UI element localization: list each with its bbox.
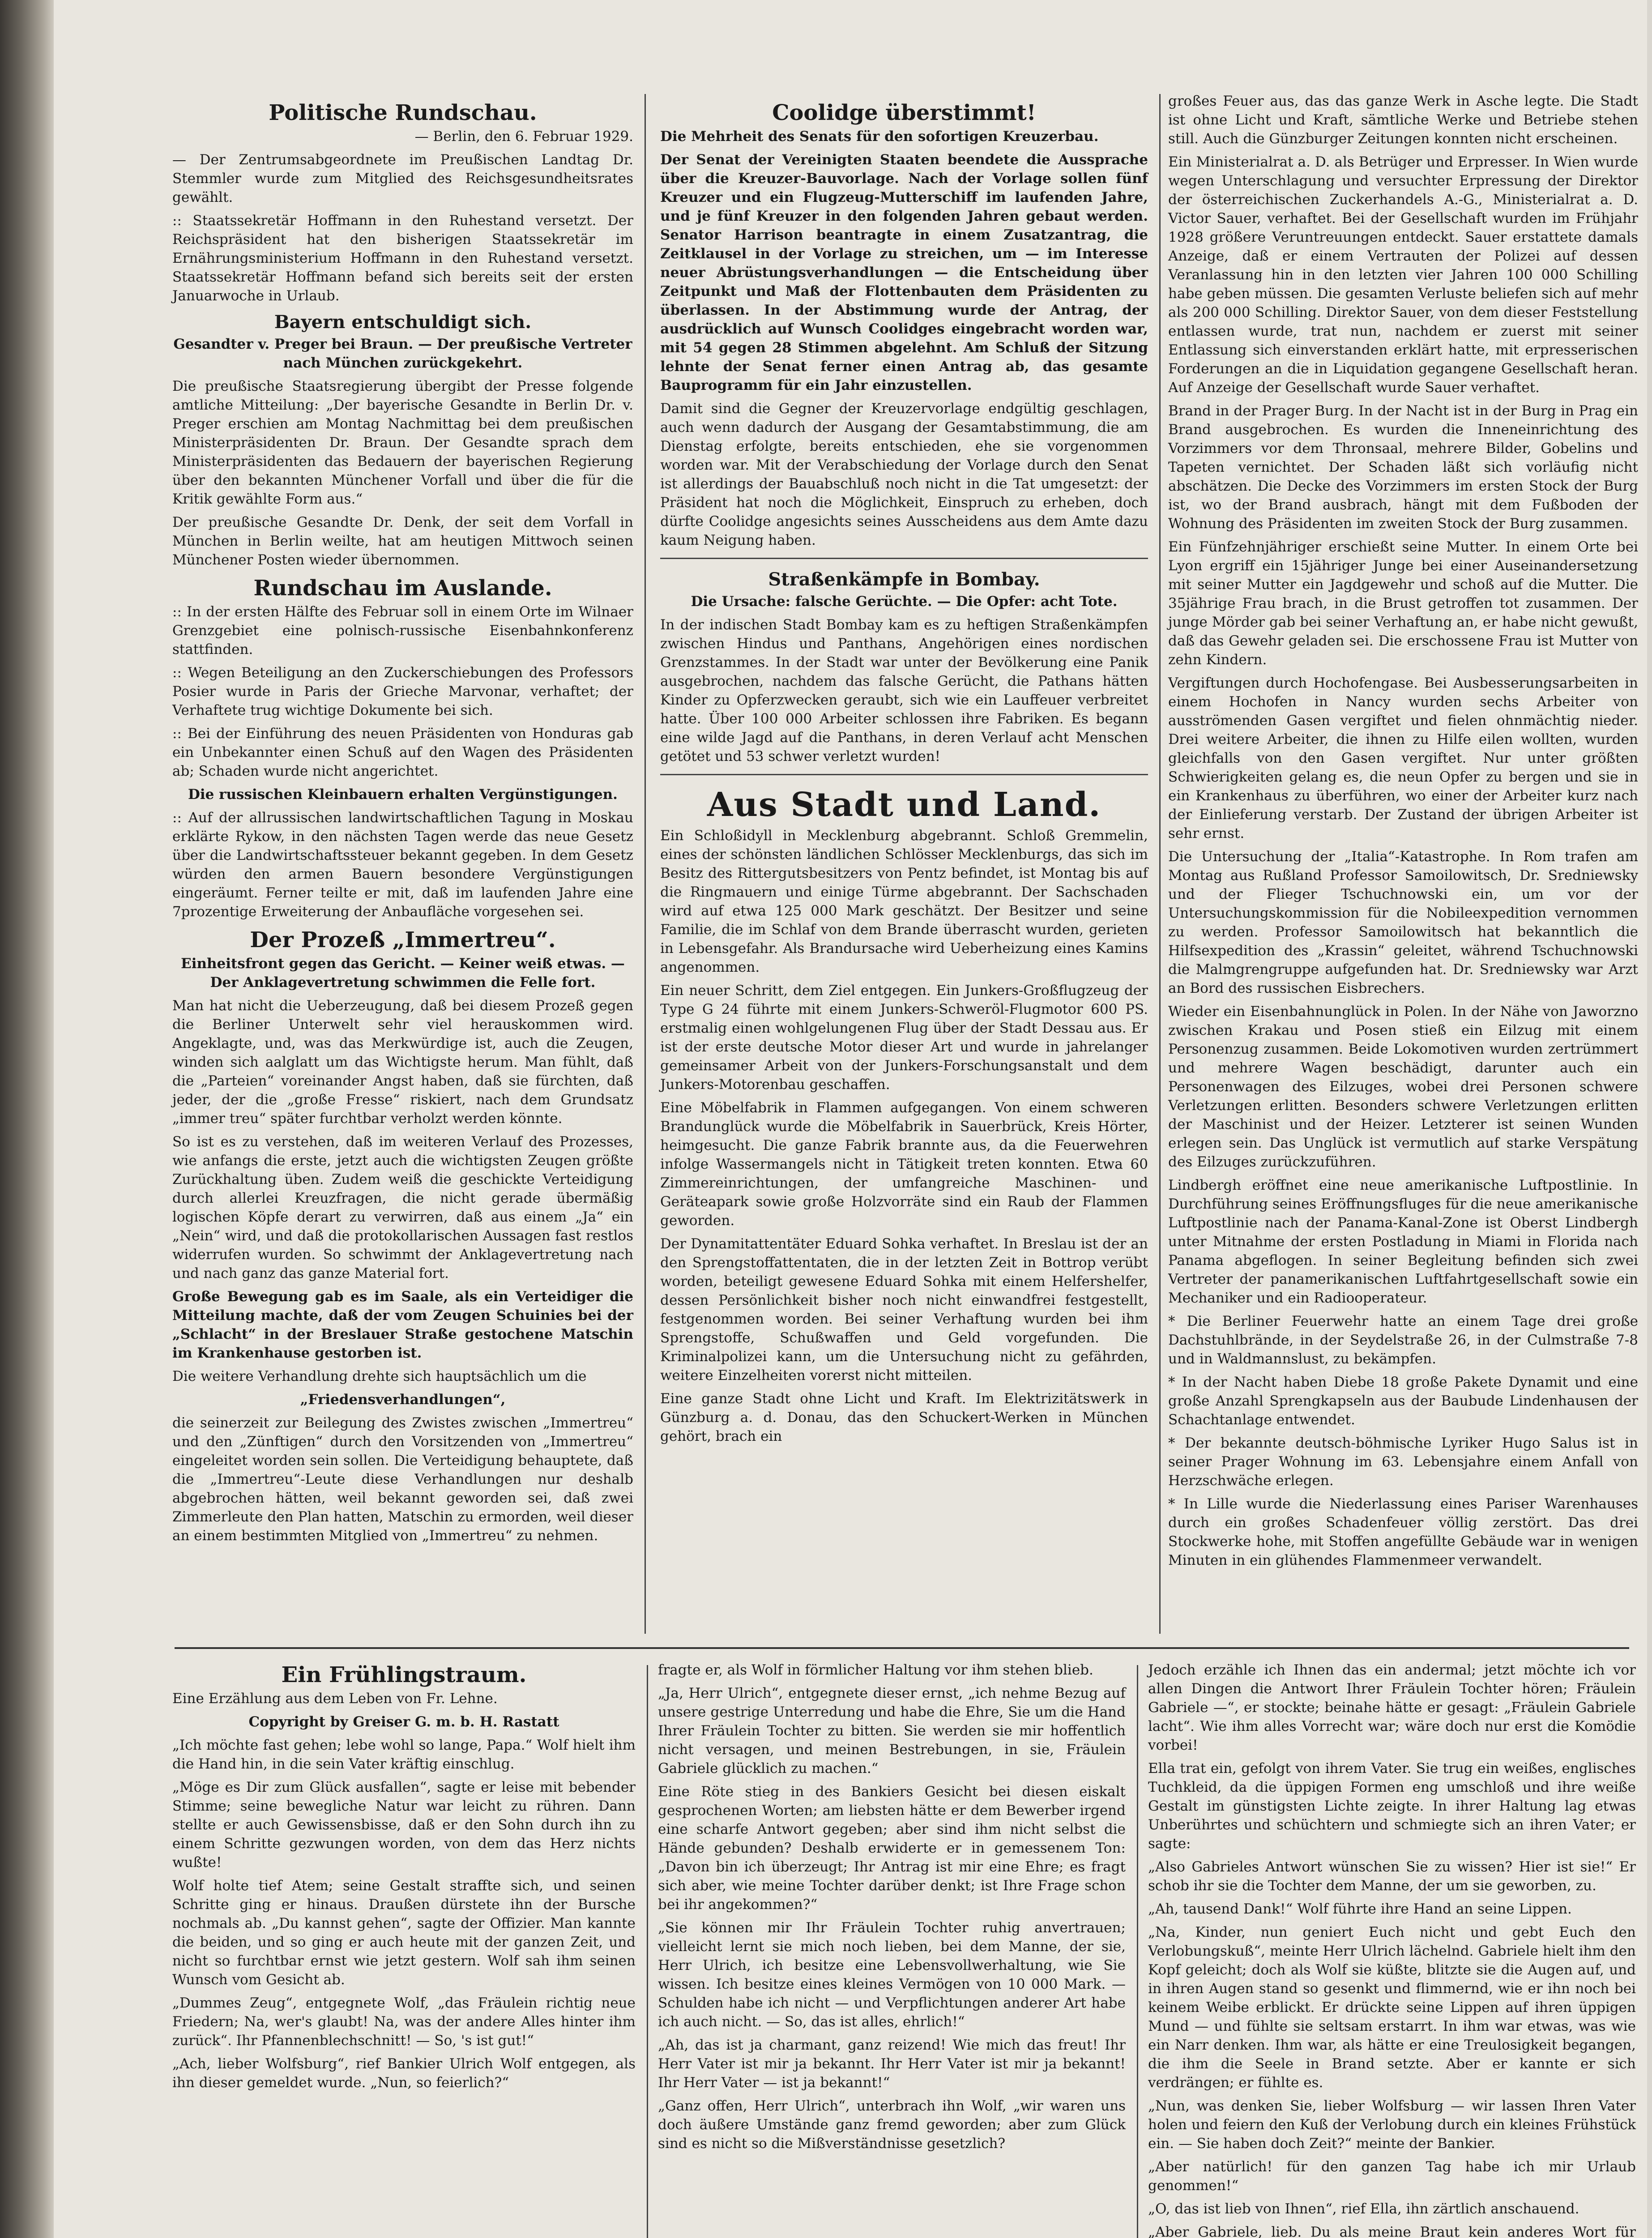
serial-paragraph: Ella trat ein, gefolgt von ihrem Vater. Sie trug ein weißes, englisches Tuchkleid, da die üppigen Formen eng umschloß und ihre weiße Gestalt im günstigsten Lichte zeigte. In ihrer Haltung lag etwas Unberührtes und schüchtern und schmiegte sich an ihren Vater; er sagte: bbox=[1148, 1760, 1636, 1852]
article-paragraph: großes Feuer aus, das das ganze Werk in Asche legte. Die Stadt ist ohne Licht und Kraft, sämtliche Werke und Betriebe stehen still. Auch die Günzburger Zeitungen konnten nicht erscheinen. bbox=[1168, 93, 1638, 147]
article-paragraph: :: Staatssekretär Hoffmann in den Ruhestand versetzt. Der Reichspräsident hat den bisherigen Staatssekretär im Ernährungsministerium Hoffmann in den Ruhestand versetzt. Staatssekretär Hoffmann befand sich bereits seit der ersten Januarwoche in Urlaub. bbox=[172, 213, 633, 304]
article-paragraph: Der Dynamitattentäter Eduard Sohka verhaftet. In Breslau ist der an den Sprengstoffattentaten, die in der letzten Zeit in Bottrop verübt worden, beteiligt gewesene Eduard Sohka mit einem Helfershelfer, dessen Persönlichkeit bisher noch nicht einwandfrei festgestellt, festgenommen worden. Bei seiner Verhaftung wurden bei ihm Sprengstoffe, Schußwaffen und Geld vorgefunden. Die Kriminalpolizei kann, um die Untersuchung nicht zu gefährden, weitere Einzelheiten vorerst nicht mitteilen. bbox=[660, 1236, 1148, 1384]
column-local-cont bbox=[1168, 92, 1638, 1574]
serial-subtitle: Eine Erzählung aus dem Leben von Fr. Lehne. bbox=[172, 1691, 498, 1707]
serial-paragraph: fragte er, als Wolf in förmlicher Haltung vor ihm stehen blieb. bbox=[658, 1662, 1093, 1678]
article-paragraph: Die Untersuchung der „Italia“-Katastrophe. In Rom trafen am Montag aus Rußland Professor Samoilowitsch, Dr. Sredniewsky und der Flieger Tschuchnowski ein, um vor der Untersuchungskommission für die Nobileexpedition vernommen zu werden. Professor Samoilowitsch hat bekanntlich die Hilfsexpedition des „Krassin“ geleitet, während Tschuchnowski die Malmgrengruppe aufgefunden hat. Dr. Sredniewsky war Arzt an Bord des russischen Eisbrechers. bbox=[1168, 849, 1638, 996]
article-paragraph: Der Senat der Vereinigten Staaten beendete die Aussprache über die Kreuzer-Bauvorlage. Nach der Vorlage sollen fünf Kreuzer und ein Flugzeug-Mutterschiff im laufenden Jahre, und je fünf Kreuzer in den folgenden Jahren gebaut werden. Senator Harrison beantragte in einem Zusatzantrag, die Zeitklausel in der Vorlage zu streichen, um — im Interesse neuer Abrüstungsverhandlungen — die Entscheidung über Zeitpunkt und Maß der Flottenbauten dem Präsidenten zu überlassen. In der Abstimmung wurde der Antrag, der ausdrücklich auf Wunsch Coolidges eingebracht worden war, mit 54 gegen 28 Stimmen abgelehnt. Am Schluß der Sitzung lehnte der Senat ferner einen Antrag ab, das gesamte Bauprogramm für ein Jahr einzustellen. bbox=[660, 152, 1148, 393]
serial-paragraph: „Aber Gabriele, lieb. Du als meine Braut kein anderes Wort für bbox=[1148, 2224, 1636, 2238]
article-paragraph: :: Bei der Einführung des neuen Präsidenten von Honduras gab ein Unbekannter einen Schuß auf den Wagen des Präsidenten ab; Schaden wurde nicht angerichtet. bbox=[172, 726, 633, 779]
article-paragraph: * In der Nacht haben Diebe 18 große Pakete Dynamit und eine große Anzahl Sprengkapseln aus der Baubude Lindenhausen der Schachtanlage entwendet. bbox=[1168, 1374, 1638, 1428]
article-subhead: Einheitsfront gegen das Gericht. — Keiner weiß etwas. — Der Anklagevertretung schwimmen die Felle fort. bbox=[181, 956, 625, 991]
section-title-local: Aus Stadt und Land. bbox=[707, 786, 1101, 824]
article-paragraph: So ist es zu verstehen, daß im weiteren Verlauf des Prozesses, wie anfangs die erste, jetzt auch die wichtigsten Zeugen größte Zurückhaltung üben. Zudem weiß die geschickte Verteidigung durch allerlei Kreuzfragen, die nicht gerade übermäßig logischen Köpfe derart zu verwirren, daß aus einem „Ja“ ein „Nein“ wird, und daß die protokollarischen Aussagen fast restlos widerrufen wurden. So schwimmt der Anklagevertretung nach und nach ganz das ganze Material fort. bbox=[172, 1134, 633, 1281]
article-paragraph: Der preußische Gesandte Dr. Denk, der seit dem Vorfall in München in Berlin weilte, hat am heutigen Mittwoch seinen Münchener Posten wieder übernommen. bbox=[172, 514, 633, 568]
article-paragraph: Man hat nicht die Ueberzeugung, daß bei diesem Prozeß gegen die Berliner Unterwelt sehr viel herauskommen wird. Angeklagte, und, was das Merkwürdige ist, auch die Zeugen, winden sich aalglatt um das Wichtigste herum. Man fühlt, daß die „Parteien“ voreinander Angst haben, daß sie fürchten, daß jeder, der die „große Fresse“ riskiert, nach dem Grundsatz „immer treu“ später furchtbar verholzt werden könnte. bbox=[172, 998, 633, 1127]
headline-russia: Die russischen Kleinbauern erhalten Vergünstigungen. bbox=[188, 786, 618, 803]
copyright-line: Copyright by Greiser G. m. b. H. Rastatt bbox=[248, 1714, 559, 1730]
book-binding bbox=[0, 0, 54, 2238]
headline-bombay: Straßenkämpfe in Bombay. bbox=[768, 569, 1040, 590]
dateline: — Berlin, den 6. Februar 1929. bbox=[414, 128, 633, 145]
article-paragraph: Ein Schloßidyll in Mecklenburg abgebrannt. Schloß Gremmelin, eines der schönsten ländlichen Schlösser Mecklenburgs, das sich im Besitz des Rittergutsbesitzers von Pentz befindet, ist Montag bis auf die Ringmauern und einige Türme abgebrannt. Der Sachschaden wird auf etwa 125 000 Mark geschätzt. Der Besitzer und seine Familie, die im Schlaf von dem Brande überrascht wurden, gerieten in Lebensgefahr. Als Brandursache wird Ueberheizung eines Kamins angenommen. bbox=[660, 828, 1148, 975]
section-title-politics: Politische Rundschau. bbox=[269, 100, 537, 125]
article-paragraph: Ein Fünfzehnjähriger erschießt seine Mutter. In einem Orte bei Lyon ergriff ein 15jähriger Junge bei einer Auseinandersetzung mit seiner Mutter ein Jagdgewehr und schoß auf die Mutter. Die 35jährige Frau brach, in die Brust getroffen tot zusammen. Der junge Mörder gab bei seiner Verhaftung an, er habe nicht gewußt, daß das Gewehr geladen sei. Die erschossene Frau ist Mutter von zehn Kindern. bbox=[1168, 539, 1638, 668]
serial-paragraph: „Ach, lieber Wolfsburg“, rief Bankier Ulrich Wolf entgegen, als ihn dieser gemeldet wurde. „Nun, so feierlich?“ bbox=[172, 2056, 636, 2091]
article-paragraph: die seinerzeit zur Beilegung des Zwistes zwischen „Immertreu“ und den „Zünftigen“ durch den Vorsitzenden von „Immertreu“ eingeleitet worden sein sollen. Die Verteidigung behauptete, daß die „Immertreu“-Leute diese Verhandlungen nur deshalb abgebrochen hätten, weil bekannt geworden sei, daß zwei Zimmerleute den Plan hatten, Matschin zu ermorden, weil dieser an einem bestimmten Mitglied von „Immertreu“ zu nehmen. bbox=[172, 1415, 633, 1544]
article-paragraph: Wieder ein Eisenbahnunglück in Polen. In der Nähe von Jaworzno zwischen Krakau und Posen stieß ein Eilzug mit einem Personenzug zusammen. Beide Lokomotiven wurden zertrümmert und mehrere Wagen beschädigt, darunter auch ein Personenwagen des Eilzuges, wobei drei Personen schwere Verletzungen erlitten. Besonders schwere Verletzungen erlitten der Maschinist und der Heizer. Letzterer ist seinen Wunden erlegen sein. Das Unglück ist vermutlich auf starke Verspätung des Eilzuges zurückzuführen. bbox=[1168, 1004, 1638, 1170]
article-paragraph: Die weitere Verhandlung drehte sich hauptsächlich um die bbox=[172, 1368, 587, 1384]
section-title-abroad: Rundschau im Auslande. bbox=[253, 576, 552, 601]
article-paragraph: Eine ganze Stadt ohne Licht und Kraft. Im Elektrizitätswerk in Günzburg a. d. Donau, das den Schuckert-Werken in München gehört, brach ein bbox=[660, 1391, 1148, 1444]
serial-paragraph: „Nun, was denken Sie, lieber Wolfsburg — wir lassen Ihren Vater holen und feiern den Kuß der Verlobung durch ein kleines Frühstück ein. — Sie haben doch Zeit?“ meinte der Bankier. bbox=[1148, 2098, 1636, 2152]
article-paragraph: :: Auf der allrussischen landwirtschaftlichen Tagung in Moskau erklärte Rykow, in den nächsten Tagen werde das neue Gesetz über die Landwirtschaftssteuer bekannt gegeben. In dem Gesetz würden den armen Bauern besondere Vergünstigungen eingeräumt. Ferner teilte er mit, daß im laufenden Jahre eine 7prozentige Erweiterung der Anbaufläche vorgesehen sei. bbox=[172, 810, 633, 920]
serial-paragraph: „Ah, tausend Dank!“ Wolf führte ihre Hand an seine Lippen. bbox=[1148, 1901, 1572, 1917]
serial-paragraph: „Ganz offen, Herr Ulrich“, unterbrach ihn Wolf, „wir waren uns doch äußere Umstände ganz fremd geworden; aber zum Glück sind es nicht so die Mißverständnisse gesetzlich? bbox=[658, 2098, 1126, 2152]
article-paragraph: * Der bekannte deutsch-böhmische Lyriker Hugo Salus ist in seiner Prager Wohnung im 63. Lebensjahre einem Anfall von Herzschwäche erlegen. bbox=[1168, 1435, 1638, 1489]
feuilleton-separator bbox=[175, 1647, 1629, 1649]
serial-paragraph: „Dummes Zeug“, entgegnete Wolf, „das Fräulein richtig neue Friedern; Na, wer's glaubt! Na, was der andere Alles hinter ihm zurück“. Ihr Pfannenblechschnitt! — So, 's ist gut!“ bbox=[172, 1995, 636, 2049]
article-paragraph: In der indischen Stadt Bombay kam es zu heftigen Straßenkämpfen zwischen Hindus und Panthans, Angehörigen eines nordischen Grenzstammes. In der Stadt war unter der Bevölkerung eine Panik ausgebrochen, nachdem das falsche Gerücht, die Pathans hätten Kinder zu Opferzwecken geraubt, sich wie ein Lauffeuer verbreitet hatte. Über 100 000 Arbeiter schlossen ihre Fabriken. Es begann eine wilde Jagd auf die Panthans, in deren Verlauf acht Menschen getötet und 53 schwer verletzt wurden! bbox=[660, 617, 1148, 765]
serial-paragraph: Wolf holte tief Atem; seine Gestalt straffte sich, und seinen Schritte ging er hinaus. Draußen dürstete ihn der Bursche nochmals ab. „Du kannst gehen“, sagte der Offizier. Man kannte die beiden, und so ging er auch heute mit der ganzen Zeit, und nicht so furchtbar ernst wie jetzt gestern. Wolf sah ihm seinen Wunsch vom Gesicht ab. bbox=[172, 1878, 636, 1988]
serial-paragraph: „O, das ist lieb von Ihnen“, rief Ella, ihn zärtlich anschauend. bbox=[1148, 2201, 1579, 2217]
column-rule-1 bbox=[645, 94, 646, 1634]
column-politics bbox=[172, 98, 633, 1550]
headline-trial: Der Prozeß „Immertreu“. bbox=[250, 927, 556, 952]
serial-paragraph: „Aber natürlich! für den ganzen Tag habe ich mir Urlaub genommen!“ bbox=[1148, 2159, 1636, 2194]
serial-paragraph: „Ah, das ist ja charmant, ganz reizend! Wie mich das freut! Ihr Herr Vater ist mir ja bekannt. Ihr Herr Vater ist mir ja bekannt! Ihr Herr Vater — ist ja bekannt!“ bbox=[658, 2037, 1126, 2091]
serial-paragraph: Jedoch erzähle ich Ihnen das ein andermal; jetzt möchte ich vor allen Dingen die Antwort Ihrer Fräulein Tochter hören; Fräulein Gabriele —“, er stockte; beinahe hätte er gesagt: „Fräulein Gabriele lacht“. Wie ihm alles Vorrecht war; wäre doch nur erst die Komödie vorbei! bbox=[1148, 1662, 1636, 1753]
article-paragraph: * Die Berliner Feuerwehr hatte an einem Tage drei große Dachstuhlbrände, in der Seydelstraße 26, in der Culmstraße 7-8 und in Waldmannslust, zu bekämpfen. bbox=[1168, 1313, 1638, 1367]
column-news bbox=[660, 98, 1148, 1450]
article-paragraph: Vergiftungen durch Hochofengase. Bei Ausbesserungsarbeiten in einem Hochofen in Nancy wurden sechs Arbeiter von ausströmenden Gasen vergiftet und fielen ohnmächtig nieder. Drei weitere Arbeiter, die ihnen zu Hilfe eilen wollten, wurden gleichfalls von den Gasen vergiftet. Nur unter größten Schwierigkeiten gelang es, die neun Opfer zu bergen und sie in ein Krankenhaus zu überführen, wo einer der Arbeiter kurz nach der Einlieferung verstarb. Der Zustand der übrigen Arbeiter ist sehr ernst. bbox=[1168, 675, 1638, 841]
article-paragraph: Die preußische Staatsregierung übergibt der Presse folgende amtliche Mitteilung: „Der bayerische Gesandte in Berlin Dr. v. Preger erschien am Montag Nachmittag bei dem preußischen Ministerpräsidenten Dr. Braun. Der Gesandte sprach dem Ministerpräsidenten das Bedauern der bayerischen Regierung über den bekannten Münchener Vorfall und über die für die Kritik gewählte Form aus.“ bbox=[172, 378, 633, 507]
serial-paragraph: Eine Röte stieg in des Bankiers Gesicht bei diesen eiskalt gesprochenen Worten; am liebsten hätte er dem Bewerber irgend eine scharfe Antwort gegeben; aber sind ihm nicht selbst die Hände gebunden? Deshalb erwiderte er in gemessenem Ton: „Davon bin ich überzeugt; Ihr Antrag ist mir eine Ehre; es fragt sich aber, wie meine Tochter darüber denkt; ist Ihre Frage schon bei ihr angekommen?“ bbox=[658, 1784, 1126, 1913]
article-paragraph: — Der Zentrumsabgeordnete im Preußischen Landtag Dr. Stemmler wurde zum Mitglied des Reichsgesundheitsrates gewählt. bbox=[172, 152, 633, 205]
serial-paragraph: „Möge es Dir zum Glück ausfallen“, sagte er leise mit bebender Stimme; seine bewegliche Natur war leicht zu rühren. Dann stellte er auch Gewissensbisse, daß er den Sohn durch ihn zu einem Schritte gezwungen worden, von dem das Herz nichts wußte! bbox=[172, 1779, 636, 1871]
serial-paragraph: „Also Gabrieles Antwort wünschen Sie zu wissen? Hier ist sie!“ Er schob ihr sie die Tochter dem Manne, der um sie geworben, zu. bbox=[1148, 1859, 1636, 1894]
divider bbox=[660, 774, 1148, 775]
article-paragraph: :: In der ersten Hälfte des Februar soll in einem Orte im Wilnaer Grenzgebiet eine polnisch-russische Eisenbahnkonferenz stattfinden. bbox=[172, 604, 633, 658]
article-paragraph: :: Wegen Beteiligung an den Zuckerschiebungen des Professors Posier wurde in Paris der Grieche Marvonar, verhaftet; der Verhaftete trug wichtige Dokumente bei sich. bbox=[172, 665, 633, 718]
serial-paragraph: „Sie können mir Ihr Fräulein Tochter ruhig anvertrauen; vielleicht lernt sie mich noch lieben, bei dem Manne, der sie, Herr Ulrich, ich besitze eine Lebensvollwerhaltung, wie Sie wissen. Ich besitze eines kleines Vermögen von 10 000 Mark. — Schulden habe ich nicht — und Verpflichtungen anderer Art habe ich auch nicht. — So, das ist alles, ehrlich!“ bbox=[658, 1920, 1126, 2030]
serial-column-2 bbox=[658, 1661, 1126, 2157]
divider bbox=[660, 558, 1148, 559]
serial-title: Ein Frühlingstraum. bbox=[281, 1662, 527, 1687]
serial-paragraph: „Ich möchte fast gehen; lebe wohl so lange, Papa.“ Wolf hielt ihm die Hand hin, in die sein Vater kräftig einschlug. bbox=[172, 1737, 636, 1772]
article-paragraph: Brand in der Prager Burg. In der Nacht ist in der Burg in Prag ein Brand ausgebrochen. Es wurden die Inneneinrichtung des Vorzimmers vor dem Thronsaal, mehrere Bilder, Gobelins und Tapeten vernichtet. Der Schaden läßt sich vorläufig nicht abschätzen. Die Decke des Vorzimmers im ersten Stock der Burg ist, wo der Brand ausbrach, hängt mit dem Fußboden der Wohnung des Präsidenten im zweiten Stock der Burg zusammen. bbox=[1168, 403, 1638, 532]
article-paragraph: Lindbergh eröffnet eine neue amerikanische Luftpostlinie. In Durchführung seines Eröffnungsfluges für die neue amerikanische Luftpostlinie nach der Panama-Kanal-Zone ist Oberst Lindbergh unter Mitnahme der ersten Postladung in Miami in Florida nach Panama abgeflogen. In seiner Begleitung befinden sich zwei Vertreter der panamerikanischen Luftfahrtgesellschaft sowie ein Mechaniker und ein Radiooperateur. bbox=[1168, 1177, 1638, 1306]
headline-coolidge: Coolidge überstimmt! bbox=[772, 100, 1036, 125]
article-paragraph: Ein neuer Schritt, dem Ziel entgegen. Ein Junkers-Großflugzeug der Type G 24 führte mit einem Junkers-Schweröl-Flugmotor 600 PS. erstmalig einen wohlgelungenen Flug über der Stadt Dessau aus. Er ist der erste deutsche Motor dieser Art und wurde in jahrelanger gemeinsamer Arbeit von der Junkers-Forschungsanstalt und dem Junkers-Motorenbau geschaffen. bbox=[660, 982, 1148, 1093]
headline-bayern: Bayern entschuldigt sich. bbox=[274, 312, 532, 333]
article-paragraph: Ein Ministerialrat a. D. als Betrüger und Erpresser. In Wien wurde wegen Unterschlagung und versuchter Erpressung der Direktor der österreichischen Zuckerhandels A.-G., Ministerialrat a. D. Victor Sauer, verhaftet. Bei der Gesellschaft wurden im Frühjahr 1928 größere Veruntreuungen entdeckt. Sauer erstattete damals Anzeige, daß er einem Vertrauten der Polizei auf dessen Veranlassung hin in den letzten vier Jahren 100 000 Schilling habe geben müssen. Die gesamten Verluste beliefen sich auf mehr als 200 000 Schilling. Direktor Sauer, von dem dieser Feststellung entlassen wurde, trat nun, nachdem er zuerst mit seiner Entlassung sich einverstanden erklärt hatte, mit erpresserischen Forderungen an die in Liquidation gegangene Gesellschaft heran. Auf Anzeige der Gesellschaft wurde Sauer verhaftet. bbox=[1168, 154, 1638, 396]
article-subhead: Gesandter v. Preger bei Braun. — Der preußische Vertreter nach München zurückgekehrt. bbox=[173, 336, 632, 371]
inline-subhead: „Friedensverhandlungen“, bbox=[300, 1392, 506, 1408]
column-rule-2 bbox=[1159, 94, 1161, 1634]
serial-rule-2 bbox=[1137, 1665, 1138, 2238]
serial-column-1 bbox=[172, 1661, 636, 2097]
article-paragraph: Eine Möbelfabrik in Flammen aufgegangen. Von einem schweren Brandunglück wurde die Möbelfabrik in Sauerbrück, Kreis Hörter, heimgesucht. Die ganze Fabrik brannte aus, da die Feuerwehren infolge Wassermangels nicht in Tätigkeit treten konnten. Etwa 60 Zimmereinrichtungen, der umfangreiche Maschinen- und Geräteapark sowie große Holzvorräte sind ein Raub der Flammen geworden. bbox=[660, 1100, 1148, 1229]
serial-rule-1 bbox=[647, 1665, 648, 2238]
article-subhead: Die Ursache: falsche Gerüchte. — Die Opfer: acht Tote. bbox=[691, 594, 1118, 610]
serial-paragraph: „Ja, Herr Ulrich“, entgegnete dieser ernst, „ich nehme Bezug auf unsere gestrige Unterredung und habe die Ehre, Sie um die Hand Ihrer Fräulein Tochter zu bitten. Sie werden sie mir hoffentlich nicht versagen, und meinen Bestrebungen, in sie, Fräulein Gabriele glücklich zu machen.“ bbox=[658, 1685, 1126, 1777]
serial-column-3 bbox=[1148, 1661, 1636, 2238]
article-paragraph: Große Bewegung gab es im Saale, als ein Verteidiger die Mitteilung machte, daß der vom Zeugen Schuinies bei der „Schlacht“ in der Breslauer Straße gestochene Matschin im Krankenhause gestorben ist. bbox=[172, 1289, 633, 1361]
article-subhead: Die Mehrheit des Senats für den sofortigen Kreuzerbau. bbox=[660, 128, 1099, 145]
article-paragraph: Damit sind die Gegner der Kreuzervorlage endgültig geschlagen, auch wenn dadurch der Ausgang der Gesamtabstimmung, die am Dienstag erfolgte, bereits entschieden, ehe sie vorgenommen worden war. Mit der Verabschiedung der Vorlage durch den Senat ist allerdings der Bauabschluß noch nicht in die Tat umgesetzt: der Präsident hat noch die Möglichkeit, Einspruch zu erheben, doch dürfte Coolidge angesichts seines Ausscheidens aus dem Amte dazu kaum Neigung haben. bbox=[660, 401, 1148, 548]
serial-paragraph: „Na, Kinder, nun geniert Euch nicht und gebt Euch den Verlobungskuß“, meinte Herr Ulrich lächelnd. Gabriele hielt ihm den Kopf geleicht; doch als Wolf sie küßte, blitzte sie die Augen auf, und in ihren Augen stand so gesenkt und flimmernd, wie er ihn noch bei keinem Weibe erblickt. Er drückte seine Lippen auf ihren üppigen Mund — und fühlte sie seltsam erstarrt. In ihm war etwas, was wie ein Narr denken. Ihm war, als hätte er eine Treulosigkeit begangen, die ihm die Seele in Brand setzte. Aber er kannte er sich verdrängen; er fühlte es. bbox=[1148, 1924, 1636, 2091]
article-paragraph: * In Lille wurde die Niederlassung eines Pariser Warenhauses durch ein großes Schadenfeuer völlig zerstört. Das drei Stockwerke hohe, mit Stoffen angefüllte Gebäude war in wenigen Minuten in ein glühendes Flammenmeer verwandelt. bbox=[1168, 1496, 1638, 1568]
